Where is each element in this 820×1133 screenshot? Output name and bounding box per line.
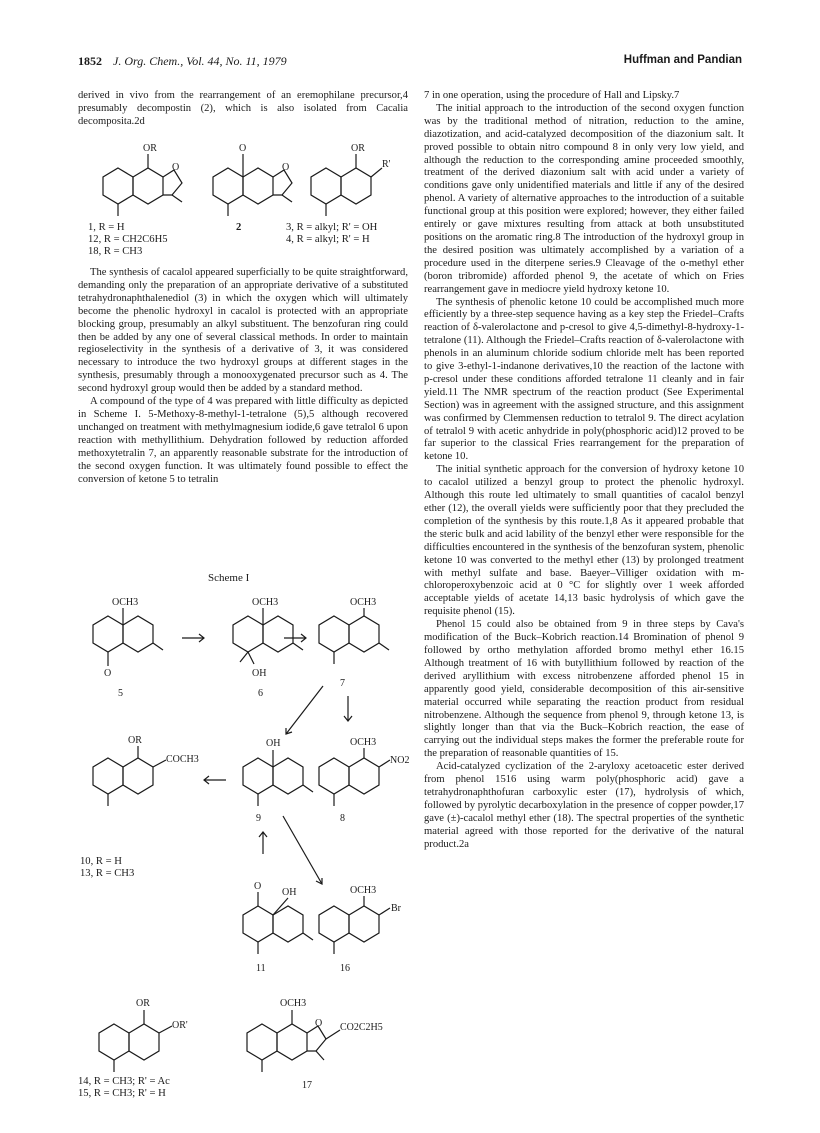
atom-och3: OCH3 bbox=[350, 885, 377, 896]
paragraph: The initial synthetic approach for the conversion of hydroxy ketone 10 to cacalol utilized a benzyl group to protect the phenolic hydroxyl. Although this route led ultimately to small quantities of cacalol benzyl ether (12), the overall yields were sufficiently poor that they precluded the completion of the synthesis by this route.1,8 As it appeared probable that the steric bulk and acid lability of the benzyl ether were responsible for the difficulties encountered in the synthesis of the benzofuran system, phenolic ketone 10 was converted to the methyl ether (13) by prolonged treatment with methyl sulfate and base. Baeyer–Villiger oxidation with m-chloroperoxybenzoic acid at 0 °C for slightly over 1 week afforded acceptable yields of acetate 14,13 basic hydrolysis of which gave the requisite phenol (15). bbox=[424, 464, 744, 618]
paragraph: Acid-catalyzed cyclization of the 2-aryloxy acetoacetic ester derived from phenol 1516 using warm poly(phosphoric acid) gave a tetrahydronaphthofuran carboxylic ester (17), hydrolysis of which, followed by pyrolytic decarboxylation in the presence of copper powder,17 gave (±)-cacalol methyl ether (18). The spectral properties of the synthetic material agreed with those reported for the derivative of the natural product.2a bbox=[424, 761, 744, 850]
atom-o: O bbox=[172, 162, 180, 173]
atom-oh: OH bbox=[252, 668, 267, 679]
atom-or: OR bbox=[351, 143, 365, 154]
left-column-body bbox=[78, 267, 408, 486]
compound-16: 16 bbox=[340, 963, 350, 974]
compound-11: 11 bbox=[256, 963, 266, 974]
atom-och3: OCH3 bbox=[280, 998, 307, 1009]
atom-o: O bbox=[315, 1018, 323, 1029]
atom-o-furan: O bbox=[282, 162, 290, 173]
atom-or: OR bbox=[136, 998, 150, 1009]
left-column-intro bbox=[78, 90, 408, 129]
running-authors: Huffman and Pandian bbox=[623, 54, 742, 66]
paragraph: Phenol 15 could also be obtained from 9 in three steps by Cava's modification of the Buck–Kobrich reaction.14 Bromination of phenol 9 followed by ortho methylation afforded bromo methyl ether 16.15 Although treatment of 16 with butyllithium followed by reaction of the derived aryllithium with excess nitrobenzene afforded phenol 15 in apparently good yield, considerable decomposition of this air-sensitive material occurred while separating the reaction product from residual nitrobenzene. Although the sequence from phenol 9, through ketone 13, is slightly longer than that via the Buck–Kobrich reaction, the ease of carrying out the individual steps makes the former the preferable route for the preparation of reasonable quantities of 15. bbox=[424, 619, 744, 760]
atom-o: O bbox=[254, 881, 262, 892]
label-15: 15, R = CH3; R' = H bbox=[78, 1088, 166, 1099]
label-3: 3, R = alkyl; R' = OH bbox=[286, 222, 378, 233]
label-14: 14, R = CH3; R' = Ac bbox=[78, 1076, 170, 1087]
paragraph: 7 in one operation, using the procedure of Hall and Lipsky.7 bbox=[424, 90, 680, 101]
label-12: 12, R = CH2C6H5 bbox=[88, 234, 168, 245]
page-number: 1852 bbox=[78, 54, 102, 68]
label-4: 4, R = alkyl; R' = H bbox=[286, 234, 370, 245]
structure-3 bbox=[296, 140, 396, 225]
intro-paragraph: derived in vivo from the rearrangement of an eremophilane precursor,4 presumably decompostin (2), which is also isolated from Cacalia decomposita.2d bbox=[78, 90, 408, 127]
compound-7: 7 bbox=[340, 678, 345, 689]
compound-5: 5 bbox=[118, 688, 123, 699]
atom-no2: NO2 bbox=[390, 755, 410, 766]
atom-och3: OCH3 bbox=[350, 597, 377, 608]
structure-1-labels bbox=[88, 222, 168, 258]
atom-oh: OH bbox=[266, 738, 281, 749]
structure-2 bbox=[198, 140, 298, 225]
atom-coch3: COCH3 bbox=[166, 754, 199, 765]
atom-br: Br bbox=[391, 903, 401, 914]
scheme-diagram bbox=[78, 586, 418, 1101]
paragraph: A compound of the type of 4 was prepared with little difficulty as depicted in Scheme I. 5-Methoxy-8-methyl-1-tetralone (5),5 although recovered unchanged on treatment with methylmagnesium iodide,6 gave tetralol 6 upon reaction with methyllithium. Dehydration followed by reduction afforded methoxytetralin 7, an apparently reasonable substrate for the introduction of the second oxygen function. It was ultimately found possible to effect the conversion of ketone 5 to tetralin bbox=[78, 396, 408, 485]
journal-citation: J. Org. Chem., Vol. 44, No. 11, 1979 bbox=[113, 54, 287, 68]
header-left bbox=[78, 54, 287, 69]
structure-3-labels bbox=[286, 222, 377, 246]
label-1: 1, R = H bbox=[88, 222, 125, 233]
label-18: 18, R = CH3 bbox=[88, 246, 143, 257]
atom-och3: OCH3 bbox=[252, 597, 279, 608]
atom-co2et: CO2C2H5 bbox=[340, 1022, 383, 1033]
atom-or: OR bbox=[143, 143, 157, 154]
compound-8: 8 bbox=[340, 813, 345, 824]
right-column-body bbox=[424, 90, 744, 851]
page-header bbox=[78, 54, 742, 70]
atom-o: O bbox=[239, 143, 247, 154]
structure-1 bbox=[88, 140, 188, 225]
atom-r-prime: R' bbox=[382, 159, 391, 170]
atom-o: O bbox=[104, 668, 112, 679]
atom-och3: OCH3 bbox=[350, 737, 377, 748]
compound-14-labels bbox=[78, 1076, 170, 1100]
atom-or-prime: OR' bbox=[172, 1020, 188, 1031]
compound-10-labels bbox=[80, 856, 134, 880]
label-2-number: 2 bbox=[236, 222, 242, 233]
atom-oh: OH bbox=[282, 887, 297, 898]
atom-or: OR bbox=[128, 735, 142, 746]
paragraph: The synthesis of cacalol appeared superficially to be quite straightforward, demanding only the preparation of an appropriate derivative of a substituted tetrahydronaphthalenediol (3) in which the oxygen which will ultimately become the phenolic hydroxyl in cacalol is protected with an appropriate blocking group, presumably an alkyl substituent. The benzofuran ring could then be added by any one of several classical methods. In order to maintain regioselectivity in the synthesis of a derivative of 3, it was considered necessary to introduce the two hydroxyl groups at different stages in the synthesis, presumably through a monooxygenated precursor such as 4. The second hydroxyl group would then be added by a standard method. bbox=[78, 267, 408, 395]
label-2 bbox=[236, 222, 241, 234]
atom-och3: OCH3 bbox=[112, 597, 139, 608]
compound-17: 17 bbox=[302, 1080, 312, 1091]
label-13: 13, R = CH3 bbox=[80, 868, 135, 879]
compound-6: 6 bbox=[258, 688, 263, 699]
compound-9: 9 bbox=[256, 813, 261, 824]
paragraph: The initial approach to the introduction of the second oxygen function was by the traditional method of nitration, reduction to the amine, diazotization, and acid-catalyzed decomposition of the diazonium salt. It proved possible to obtain nitro compound 8 in only very low yield, and although the reduction to the corresponding amine proceeded smoothly, treatment of the derived diazonium salt with acid under a variety of conditions gave only unidentified materials and little if any of the desired phenol. A variety of alternative approaches to the introduction of a suitable functional group at this position were explored; however, they either failed entirely or gave mixtures resulting from attack at both unsubstituted positions on the aromatic ring.8 The introduction of the hydroxyl group in the desired position was ultimately accomplished by a variation of a procedure used in the diterpene series.9 Cleavage of the o-methyl ether (boron tribromide) afforded phenol 9, the acetate of which on Fries rearrangement gave in mediocre yield hydroxy ketone 10. bbox=[424, 102, 744, 295]
scheme-title: Scheme I bbox=[208, 572, 250, 584]
label-10: 10, R = H bbox=[80, 856, 122, 867]
paragraph: The synthesis of phenolic ketone 10 could be accomplished much more efficiently by a three-step sequence having as a key step the Friedel–Crafts reaction of δ-valerolactone and p-cresol to give 4,5-dimethyl-8-hydroxy-1-tetralone (11). Although the Friedel–Crafts reaction of δ-valerolactone with phenols in an aluminum chloride sodium chloride melt has been reported to give 3-ethyl-1-indanone derivatives,10 the reaction of the lactone with p-cresol under these conditions afforded tetralone 11 cleanly and in fair yield.11 The NMR spectrum of the reaction product (See Experimental Section) was in agreement with the assigned structure, and this assignment was confirmed by Clemmensen reduction to tetralol 9. The direct acylation of tetralol 9 with acetic anhydride in poly(phosphoric acid)12 proved to be far superior to the classical Fries rearrangement for the preparation of ketone 10. bbox=[424, 296, 744, 463]
